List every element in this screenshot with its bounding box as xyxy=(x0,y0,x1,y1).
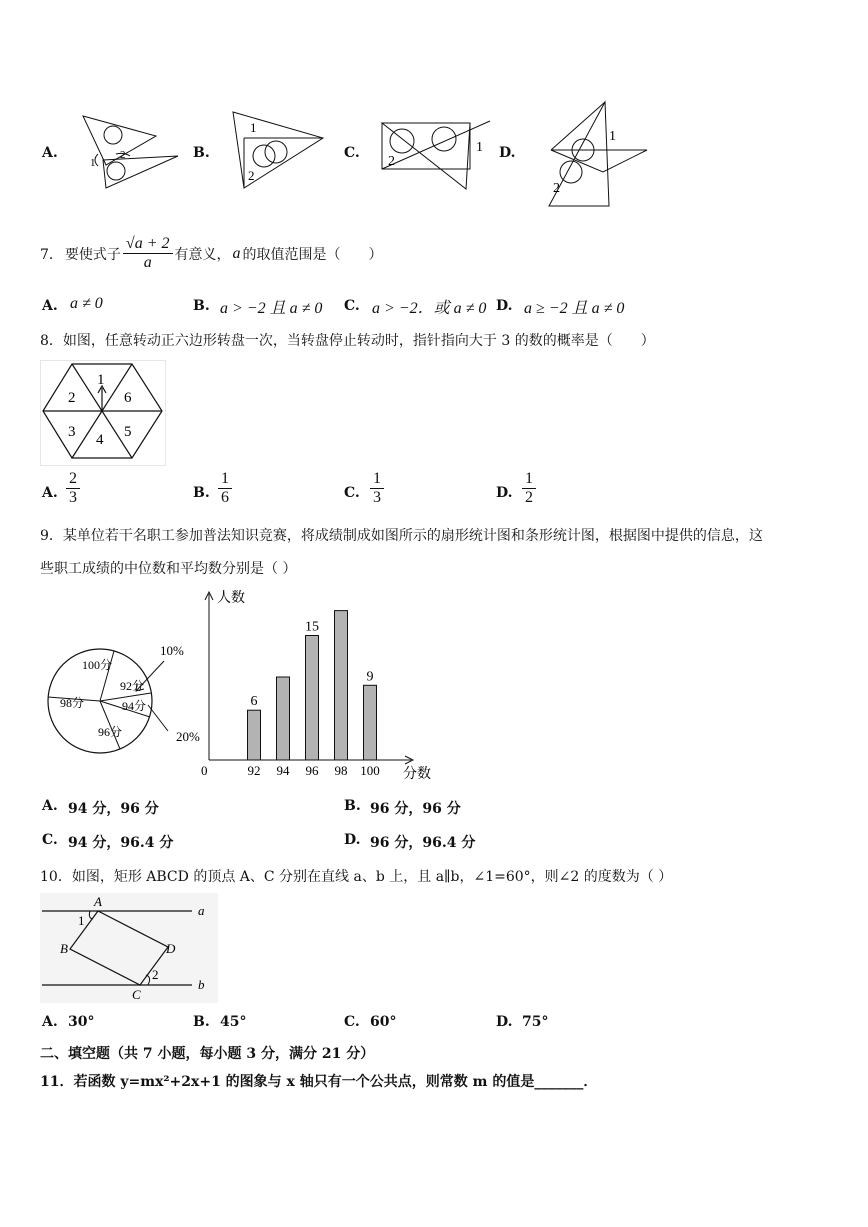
q8-option-c-letter: C. xyxy=(344,485,360,501)
q10-text: 如图，矩形 ABCD 的顶点 A、C 分别在直线 a、b 上，且 a∥b，∠1=60°，则∠2 的度数为（ ） xyxy=(71,869,673,885)
bar-96 xyxy=(306,636,319,761)
q8-number: 8． xyxy=(40,333,63,349)
q9-option-b-letter: B. xyxy=(344,798,361,814)
bar-98 xyxy=(335,611,348,760)
label-a: a xyxy=(198,903,205,918)
q10-option-c-letter: C. xyxy=(344,1014,360,1030)
q8-sector-2: 2 xyxy=(68,390,76,406)
q9-option-d-value: 96 分，96.4 分 xyxy=(370,835,476,851)
section-2-heading: 二、填空题（共 7 小题，每小题 3 分，满分 21 分） xyxy=(40,1046,375,1062)
q8-option-d-letter: D. xyxy=(496,485,513,501)
q7-frac-den: a xyxy=(143,254,152,271)
q8-option-c-fraction xyxy=(370,470,384,507)
q7-var: a xyxy=(232,244,241,262)
q11-stem xyxy=(40,1071,597,1091)
x-tick-98: 98 xyxy=(334,763,348,778)
q8-a-den: 3 xyxy=(69,489,77,506)
data-label-100: 9 xyxy=(366,669,374,685)
q9-pie-callout-10: 10% xyxy=(160,643,184,658)
q9-pie-callout-20: 20% xyxy=(176,729,200,744)
q7-option-a-value: a ≠ 0 xyxy=(70,295,103,312)
q7-text-after: 有意义， xyxy=(174,246,231,263)
x-tick-94: 94 xyxy=(276,763,290,778)
q8-option-b-letter: B. xyxy=(193,485,210,501)
q8-a-num: 2 xyxy=(66,470,80,489)
q8-b-num: 1 xyxy=(218,470,232,489)
q10-option-d-value: 75° xyxy=(522,1014,549,1030)
q8-option-a-fraction xyxy=(66,470,80,507)
q6-option-a-letter: A. xyxy=(42,145,58,161)
q7-option-d-letter: D. xyxy=(496,298,513,314)
bar-94 xyxy=(277,677,290,760)
q7-option-c-letter: C. xyxy=(344,298,360,314)
q6-c-angle1: 1 xyxy=(476,140,483,155)
q11-text: 若函数 y=mx²+2x+1 的图象与 x 轴只有一个公共点，则常数 m 的值是_______． xyxy=(73,1074,598,1090)
q8-hexagon-spinner xyxy=(40,360,166,466)
q7-text-end: 的取值范围是（ ） xyxy=(242,246,383,263)
q8-option-a-letter: A. xyxy=(42,485,58,501)
q7-number: 7． xyxy=(40,246,63,263)
label-b: b xyxy=(198,977,205,992)
q9-bar-chart xyxy=(195,586,440,786)
q6-d-angle1: 1 xyxy=(609,129,616,144)
x-tick-92: 92 xyxy=(247,763,261,778)
q9-stem-line2: 些职工成绩的中位数和平均数分别是（ ） xyxy=(40,561,297,577)
q7-stem xyxy=(40,235,383,272)
q8-d-den: 2 xyxy=(525,489,533,506)
q9-option-a-value: 94 分，96 分 xyxy=(68,801,159,817)
q8-c-den: 3 xyxy=(373,489,381,506)
label-A: A xyxy=(94,894,102,909)
q9-pie-chart xyxy=(40,635,215,760)
q8-text: 如图，任意转动正六边形转盘一次，当转盘停止转动时，指针指向大于 3 的数的概率是（ ） xyxy=(62,333,655,349)
q7-option-b-value: a > −2 且 a ≠ 0 xyxy=(220,300,323,317)
q8-d-num: 1 xyxy=(522,470,536,489)
q9-option-b-value: 96 分，96 分 xyxy=(370,801,461,817)
q6-figure-c xyxy=(378,115,498,193)
q9-number: 9． xyxy=(40,528,63,544)
q8-sector-1: 1 xyxy=(97,372,105,388)
q10-rectangle-figure xyxy=(40,893,218,1003)
q8-sector-5: 5 xyxy=(124,424,132,440)
q6-figure-d xyxy=(545,98,655,210)
q6-d-angle2: 2 xyxy=(553,181,560,196)
q6-figure-b xyxy=(228,108,348,192)
q9-option-c-letter: C. xyxy=(42,832,58,848)
q9-pie-label-100: 100分 xyxy=(82,658,113,672)
q6-b-angle2: 2 xyxy=(248,168,255,183)
bar-chart-origin: 0 xyxy=(201,763,208,778)
q8-b-den: 6 xyxy=(221,489,229,506)
q7-text-before: 要使式子 xyxy=(64,246,121,263)
q6-a-angle2: 2 xyxy=(120,149,126,161)
q9-option-a-letter: A. xyxy=(42,798,58,814)
q9-pie-label-96: 96分 xyxy=(98,725,123,739)
q10-option-b-letter: B. xyxy=(193,1014,210,1030)
label-B: B xyxy=(60,941,68,956)
bar-100 xyxy=(364,685,377,760)
q10-stem xyxy=(40,866,672,886)
q10-number: 10． xyxy=(40,869,72,885)
q7-frac-num: √a + 2 xyxy=(123,235,173,254)
data-label-92: 6 xyxy=(250,694,258,710)
q10-option-b-value: 45° xyxy=(220,1014,247,1030)
q9-pie-label-92: 92分 xyxy=(120,679,145,693)
q9-pie-label-98: 98分 xyxy=(60,696,85,710)
q10-angle1: 1 xyxy=(78,913,85,928)
data-label-96: 15 xyxy=(305,619,319,635)
q11-number: 11． xyxy=(40,1074,74,1090)
q10-angle2: 2 xyxy=(152,967,159,982)
bar-chart-xlabel: 分数 xyxy=(403,767,431,782)
q8-sector-3: 3 xyxy=(68,424,76,440)
q6-b-angle1: 1 xyxy=(250,120,257,135)
q8-sector-6: 6 xyxy=(124,390,132,406)
q10-option-a-value: 30° xyxy=(68,1014,95,1030)
q10-option-d-letter: D. xyxy=(496,1014,513,1030)
label-C: C xyxy=(132,987,141,1002)
q8-sector-4: 4 xyxy=(96,432,104,448)
q9-stem-line1 xyxy=(40,525,763,545)
q7-fraction xyxy=(123,235,173,272)
q6-c-angle2: 2 xyxy=(388,154,395,169)
q9-line1: 某单位若干名职工参加普法知识竞赛，将成绩制成如图所示的扇形统计图和条形统计图，根据图中提供的信息，这 xyxy=(62,528,763,544)
q6-option-c-letter: C. xyxy=(344,145,360,161)
q8-option-d-fraction xyxy=(522,470,536,507)
q6-option-b-letter: B. xyxy=(193,145,210,161)
q8-c-num: 1 xyxy=(370,470,384,489)
q7-option-c-value: a > −2．或 a ≠ 0 xyxy=(372,300,487,317)
x-tick-100: 100 xyxy=(360,763,380,778)
bar-92 xyxy=(248,710,261,760)
q7-option-b-letter: B. xyxy=(193,298,210,314)
q10-option-c-value: 60° xyxy=(370,1014,397,1030)
x-tick-96: 96 xyxy=(305,763,319,778)
q7-option-a-letter: A. xyxy=(42,298,58,314)
q6-option-d-letter: D. xyxy=(499,145,516,161)
q10-option-a-letter: A. xyxy=(42,1014,58,1030)
bar-chart-ylabel: 人数 xyxy=(217,591,245,606)
q9-option-d-letter: D. xyxy=(344,832,361,848)
q9-pie-label-94: 94分 xyxy=(122,699,147,713)
q6-figure-a xyxy=(78,110,190,190)
label-D: D xyxy=(166,941,176,956)
q8-option-b-fraction xyxy=(218,470,232,507)
q6-a-angle1: 1 xyxy=(90,157,96,169)
q9-option-c-value: 94 分，96.4 分 xyxy=(68,835,174,851)
q7-option-d-value: a ≥ −2 且 a ≠ 0 xyxy=(524,300,625,317)
q8-stem xyxy=(40,330,655,350)
